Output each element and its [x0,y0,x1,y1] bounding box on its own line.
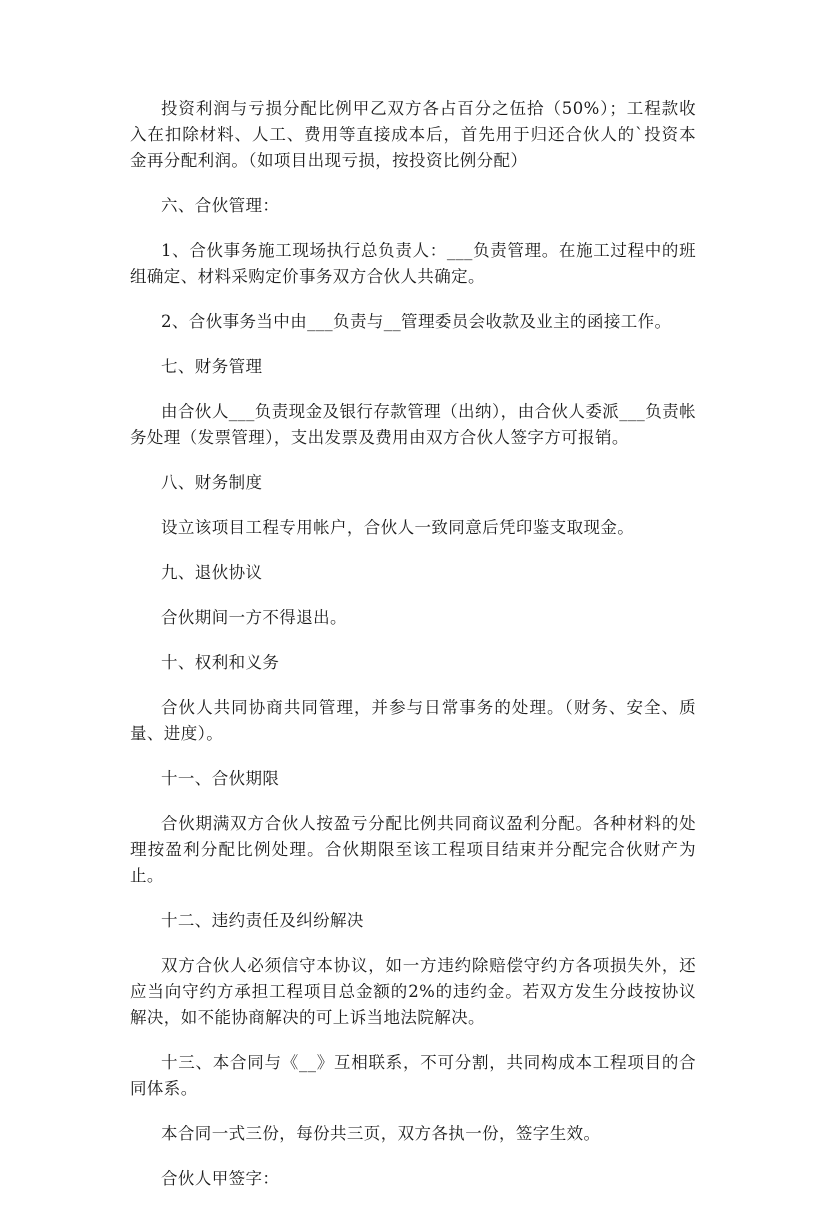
heading-partnership-term: 十一、合伙期限 [161,769,280,788]
paragraph-site-manager: 1、合伙事务施工现场执行总负责人：___负责管理。在施工过程中的班组确定、材料采购定价事务双方合伙人共确定。 [130,241,696,286]
heading-breach-disputes: 十二、违约责任及纠纷解决 [161,911,364,930]
paragraph-no-withdrawal: 合伙期间一方不得退出。 [161,608,347,627]
paragraph-cash-and-accounting: 由合伙人___负责现金及银行存款管理（出纳），由合伙人委派___负责帐务处理（发票管理），支出发票及费用由双方合伙人签字方可报销。 [130,402,696,447]
signature-label-party-a: 合伙人甲签字： [161,1169,280,1188]
heading-rights-obligations: 十、权利和义务 [161,653,280,672]
paragraph-contract-system: 十三、本合同与《__》互相联系，不可分割，共同构成本工程项目的合同体系。 [130,1053,696,1098]
paragraph-collection-liaison: 2、合伙事务当中由___负责与__管理委员会收款及业主的函接工作。 [161,312,672,331]
paragraph-dedicated-account: 设立该项目工程专用帐户，合伙人一致同意后凭印鉴支取现金。 [161,518,635,537]
document-body [130,96,696,1211]
heading-partnership-management: 六、合伙管理： [161,196,280,215]
heading-financial-system: 八、财务制度 [161,473,263,492]
paragraph-joint-management: 合伙人共同协商共同管理，并参与日常事务的处理。（财务、安全、质量、进度）。 [130,698,696,743]
paragraph-copies: 本合同一式三份，每份共三页，双方各执一份，签字生效。 [161,1124,601,1143]
paragraph-profit-distribution: 投资利润与亏损分配比例甲乙双方各占百分之伍拾（50%）；工程款收入在扣除材料、人工、费用等直接成本后，首先用于归还合伙人的`投资本金再分配利润。（如项目出现亏损，按投资比例分配） [130,99,696,170]
heading-withdrawal: 九、退伙协议 [161,563,263,582]
paragraph-breach-penalty: 双方合伙人必须信守本协议，如一方违约除赔偿守约方各项损失外，还应当向守约方承担工程项目总金额的2%的违约金。若双方发生分歧按协议解决，如不能协商解决的可上诉当地法院解决。 [130,956,696,1027]
paragraph-term-end: 合伙期满双方合伙人按盈亏分配比例共同商议盈利分配。各种材料的处理按盈利分配比例处理。合伙期限至该工程项目结束并分配完合伙财产为止。 [130,814,696,885]
heading-financial-management: 七、财务管理 [161,357,263,376]
